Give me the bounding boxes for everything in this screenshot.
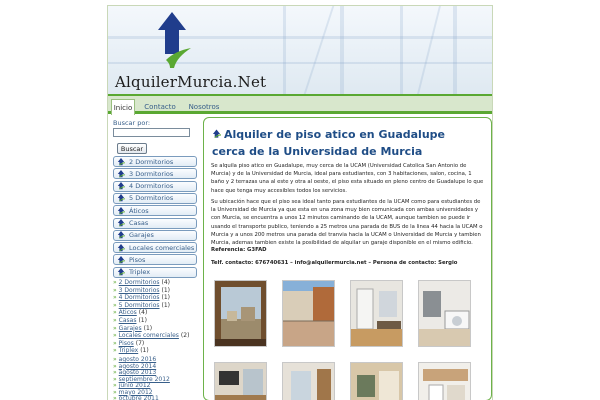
category-list-item[interactable] [113, 347, 149, 354]
category-button-label: 4 Dormitorios [129, 182, 174, 191]
category-button-label: 5 Dormitorios [129, 194, 174, 203]
category-button-label: Garajes [129, 231, 154, 240]
double-arrow-icon: » [113, 382, 117, 389]
double-arrow-icon: » [113, 362, 117, 370]
house-bullet-icon [117, 182, 125, 190]
archive-link[interactable]: septiembre 2012 [118, 375, 170, 383]
archive-link[interactable]: agosto 2014 [118, 362, 157, 370]
category-list-item[interactable] [113, 325, 152, 332]
category-count: (1) [138, 317, 147, 324]
search-button[interactable]: Buscar [117, 143, 147, 154]
house-bullet-icon [117, 170, 125, 178]
archive-link[interactable]: agosto 2013 [118, 369, 157, 376]
category-button[interactable] [113, 230, 197, 241]
post-paragraph-1: Se alquila piso atico en Guadalupe, muy cerca de la UCAM (Universidad Catolica San Antonio de Murcia) y de la Universidad de Murcia, ideal para estudiantes, con 3 habitaciones, salon, cocina, 1 baño y 2 terrazas una al este y otra al oeste, el piso esta situado en pleno centro de Guadalupe lo que hace que tenga muy accesibles todos los servicios. [211, 163, 484, 194]
category-count: (1) [143, 324, 153, 332]
category-link[interactable]: Casas [118, 317, 137, 324]
photo-thumbnail[interactable] [350, 362, 403, 400]
category-list-item[interactable] [113, 309, 147, 316]
house-bullet-icon [117, 244, 125, 252]
archive-link[interactable]: mayo 2012 [118, 388, 153, 396]
category-button-label: Pisos [129, 255, 146, 264]
category-button[interactable] [113, 254, 197, 265]
house-bullet-icon [117, 268, 125, 276]
house-bullet-icon [117, 231, 125, 239]
category-button[interactable] [113, 242, 197, 253]
category-link[interactable]: Locales comerciales [118, 332, 179, 340]
site-header [108, 6, 492, 94]
double-arrow-icon: » [113, 375, 117, 383]
category-button[interactable] [113, 218, 197, 229]
post-reference: Referencia: G3FAD [211, 247, 267, 253]
tab-contacto[interactable]: Contacto [144, 102, 176, 111]
post-contact: Telf. contacto: 676740631 – info@alquilermurcia.net – Persona de contacto: Sergio [211, 260, 458, 266]
search-label: Buscar por: [113, 119, 151, 127]
double-arrow-icon: » [113, 294, 117, 302]
category-button[interactable] [113, 168, 197, 179]
house-bullet-icon [117, 194, 125, 202]
photo-thumbnail[interactable] [214, 362, 267, 400]
double-arrow-icon: » [113, 347, 117, 355]
double-arrow-icon: » [113, 317, 117, 324]
double-arrow-icon: » [113, 324, 117, 332]
double-arrow-icon: » [113, 332, 117, 340]
category-button[interactable] [113, 181, 197, 192]
house-bullet-icon [117, 256, 125, 264]
category-count: (7) [135, 339, 145, 347]
double-arrow-icon: » [113, 339, 117, 347]
archive-link[interactable]: octubre 2011 [118, 395, 159, 400]
category-button[interactable] [113, 205, 197, 216]
category-list-item[interactable] [113, 294, 170, 301]
house-bullet-icon [117, 158, 125, 166]
category-list-item[interactable] [113, 302, 170, 309]
double-arrow-icon: » [113, 388, 117, 396]
house-bullet-icon [117, 219, 125, 227]
double-arrow-icon: » [113, 286, 117, 294]
house-logo-icon[interactable] [152, 10, 192, 70]
category-button[interactable] [113, 193, 197, 204]
photo-thumbnail[interactable] [282, 362, 335, 400]
house-bullet-icon [117, 207, 125, 215]
category-button-label: Áticos [129, 206, 149, 215]
double-arrow-icon: » [113, 356, 117, 363]
category-count: (4) [138, 309, 148, 317]
house-bullet-icon [212, 129, 221, 139]
photo-thumbnail[interactable] [418, 280, 471, 347]
site-title[interactable]: AlquilerMurcia.Net [115, 73, 267, 91]
category-link[interactable]: 5 Dormitorios [118, 301, 160, 309]
category-count: (1) [161, 294, 171, 302]
double-arrow-icon: » [113, 279, 117, 286]
category-count: (1) [161, 301, 171, 309]
category-button-label: Triplex [129, 268, 151, 277]
category-list-item[interactable] [113, 332, 189, 339]
post-paragraph-2: Su ubicación hace que el piso sea ideal tanto para estudiantes de la UCAM como para estudiantes de la Universidad de Murcia ya que esta en una zona muy bien comunicada con ambas universidades y con Murcia, se encuentra a unos 12 minutos caminando de la UCAM, aunque tambien se puede ir usando el transporte publico, teniendo a 25 metros una parada de BUS de la linea 44 hacia la UCAM o Murcia y a unos 200 metros una parada del tranvia hacia la UCAM o Universidad de Murcia y tambien Murcia, ademas tambien existe la posibilidad de alquilar un garaje disponible en el mismo edificio. [211, 199, 483, 247]
category-count: (1) [161, 286, 171, 294]
category-count: (2) [180, 332, 190, 340]
category-list-item[interactable] [113, 340, 144, 347]
post-content [203, 117, 492, 400]
double-arrow-icon: » [113, 369, 117, 376]
post-title[interactable] [212, 126, 482, 160]
photo-thumbnail[interactable] [418, 362, 471, 400]
category-button-label: 2 Dormitorios [129, 157, 174, 166]
category-list-item[interactable] [113, 317, 147, 324]
archive-link[interactable]: agosto 2016 [118, 356, 157, 363]
category-button-label: 3 Dormitorios [129, 169, 174, 178]
category-link[interactable]: Pisos [118, 339, 134, 347]
archive-link[interactable]: junio 2012 [118, 382, 151, 389]
main-nav [108, 94, 492, 114]
sidebar [111, 116, 199, 400]
category-button[interactable] [113, 267, 197, 278]
tab-nosotros[interactable]: Nosotros [188, 102, 220, 111]
post-title-text[interactable]: Alquiler de piso atico en Guadalupe cerca de la Universidad de Murcia [212, 128, 445, 158]
category-link[interactable]: Triplex [118, 347, 139, 355]
category-list-item[interactable] [113, 279, 170, 286]
category-link[interactable]: 2 Dormitorios [118, 279, 160, 286]
category-link[interactable]: 4 Dormitorios [118, 294, 160, 302]
double-arrow-icon: » [113, 395, 117, 400]
category-link[interactable]: Áticos [118, 309, 137, 317]
double-arrow-icon: » [113, 301, 117, 309]
photo-thumbnail[interactable] [350, 280, 403, 347]
category-button-label: Casas [129, 219, 149, 227]
photo-thumbnail[interactable] [214, 280, 267, 347]
category-count: (1) [140, 347, 149, 355]
search-input[interactable] [113, 128, 190, 137]
category-list-item[interactable] [113, 287, 170, 294]
page-container [107, 5, 493, 400]
double-arrow-icon: » [113, 309, 117, 317]
category-link[interactable]: Garajes [118, 324, 142, 332]
category-button[interactable] [113, 156, 197, 167]
category-button-label: Locales comerciales [129, 243, 195, 252]
tab-inicio[interactable]: Inicio [111, 99, 135, 115]
category-link[interactable]: 3 Dormitorios [118, 286, 160, 294]
archive-item[interactable] [113, 395, 159, 400]
category-count: (4) [161, 279, 171, 286]
photo-thumbnail[interactable] [282, 280, 335, 347]
